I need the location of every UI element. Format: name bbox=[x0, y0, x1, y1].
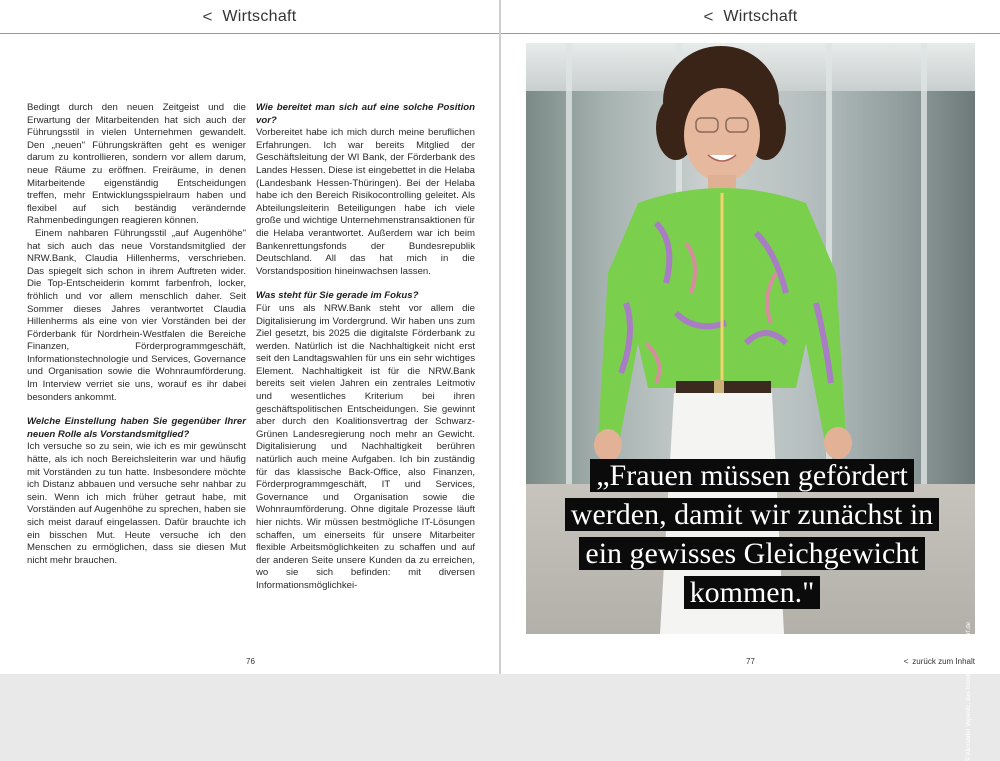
interview-answer: Ich versuche so zu sein, wie ich es mir gewünscht hätte, als ich noch Bereichsleiterin war und häufig mit Vorständen zu tun hatte. Insbesondere möchte ich Distanz abbauen und versuche sehr nahbar zu sein. Wenn ich mich früher getraut habe, mit Vorständen auf Augenhöhe zu sprechen, haben sie sich meist darauf eingelassen. Dafür brauchte ich ein bisschen Mut. Heute versuche ich den Menschen zu ermöglichen, dass sie diesen Mut nicht mehr brauchen. bbox=[27, 441, 246, 566]
page-number: 77 bbox=[746, 657, 755, 666]
face-shape bbox=[684, 88, 760, 182]
section-title[interactable]: Wirtschaft bbox=[222, 7, 297, 25]
page-right bbox=[501, 0, 1000, 761]
section-title[interactable]: Wirtschaft bbox=[723, 7, 798, 25]
section-header bbox=[0, 0, 499, 34]
pull-quote bbox=[546, 456, 958, 612]
hand-shape bbox=[824, 427, 852, 459]
page-left bbox=[0, 0, 499, 674]
page-number: 76 bbox=[246, 657, 255, 666]
article-column-1 bbox=[27, 102, 246, 567]
interview-answer: Für uns als NRW.Bank steht vor allem die Digitalisierung im Vordergrund. Wir haben uns zum Ziel gesetzt, bis 2025 die digitalste Förderbank zu werden. Natürlich ist die Nachhaltigkeit nicht erst seit den Landtagswahlen für uns ein sehr wichtiges Element. Nachhaltigkeit ist für die NRW.Bank bereits seit vielen Jahren ein zentrales Leitmotiv und wesentliches Kriterium bei ihren geschäftspolitischen Entscheidungen. Sie gewinnt aber durch den Koalitionsvertrag der Schwarz-Grünen Landesregierung noch mehr an Gewicht. Digitalisierung und Nachhaltigkeit berühren natürlich auch meine Aufgaben. Ich bin zuständig für das klassische Back-Office, also Finanzen, Förderprogrammgeschäft, IT und Services, Governance und Organisation sowie die Wohnraumförderung. Ohne digitale Prozesse läuft hier nichts. Wir müssen bestmögliche IT-Lösungen schaffen, um einerseits für unsere Mitarbeiter flexible Arbeitsmöglichkeiten zu schaffen und auf der anderen Seite unsere Kunden da zu erreichen, wo sie sich befinden: mit diversen Informationsmöglichkei- bbox=[256, 302, 475, 591]
interview-question: Wie bereitet man sich auf eine solche Position vor? bbox=[256, 102, 475, 126]
interview-question: Welche Einstellung haben Sie gegenüber Ihrer neuen Rolle als Vorstandsmitglied? bbox=[27, 416, 246, 440]
belt-buckle bbox=[714, 380, 724, 394]
article-column-2 bbox=[256, 102, 475, 593]
back-to-contents-link[interactable] bbox=[904, 657, 975, 666]
pull-quote-text: „Frauen müssen gefördert werden, damit wir zunächst in ein gewisses Gleichgewicht kommen." bbox=[565, 459, 939, 609]
interview-answer: Vorbereitet habe ich mich durch meine beruflichen Erfahrungen. Ich war bereits Mitglied der Geschäftsleitung der WI Bank, der Förderbank des Landes Hessen. Diese ist eingebettet in die Helaba (Landesbank Hessen-Thüringen). Bei der Helaba habe ich den Bereich Risikocontrolling geleitet. Als Abteilungsleiterin Beteiligungen habe ich viele große und wichtige Unternehmenstransaktionen für die Helaba verantwortet. Außerdem war ich beim Bankenrettungsfonds der Bundesrepublik Deutschland. All das hat mich in die Vorstandsposition hineinwachsen lassen. bbox=[256, 127, 475, 277]
interview-question: Was steht für Sie gerade im Fokus? bbox=[256, 290, 419, 302]
paragraph-intro-2: Einem nahbaren Führungsstil „auf Augenhöhe" hat sich auch das neue Vorstandsmitglied der NRW.Bank, Claudia Hillenherms, verschrieben. Das spiegelt sich schon in ihrem Auftreten wider. Die Top-Entscheiderin kommt farbenfroh, locker, fröhlich und vor allem menschlich daher. Seit Sommer dieses Jahres verantwortet Claudia Hillenherms als eine von vier Vorständen bei der Förderbank für Nordrhein-Westfalen die Bereiche Finanzen, Förderprogrammgeschäft, Informationstechnologie und Services, Governance und Organisation sowie die Wohnraumförderung. Im Interview verriet sie uns, worauf es ihr dabei besonders ankommt. bbox=[27, 227, 246, 403]
chevron-left-icon[interactable]: < bbox=[703, 7, 714, 26]
section-header bbox=[501, 0, 1000, 34]
chevron-left-icon[interactable]: < bbox=[202, 7, 213, 26]
chevron-left-icon: < bbox=[903, 657, 909, 666]
back-to-contents-label: zurück zum Inhalt bbox=[912, 657, 975, 666]
photo-credit: © Alexander Vejnovic, das-fotostudio-duesseldorf.de bbox=[966, 622, 972, 761]
paragraph-intro: Bedingt durch den neuen Zeitgeist und die Erwartung der Mitarbeitenden hat sich auch der Führungsstil in vielen Unternehmen gewandelt. Den „neuen" Führungskräften geht es weniger darum zu kontrollieren, sondern vor allem darum, neue Räume zu eröffnen. Freiräume, in denen Mitarbeitende eigenständig Entscheidungen treffen, mehr Entwicklungsspielraum haben und flexibel auf sich beständig verändernde Rahmenbedingungen reagieren können. bbox=[27, 102, 246, 227]
